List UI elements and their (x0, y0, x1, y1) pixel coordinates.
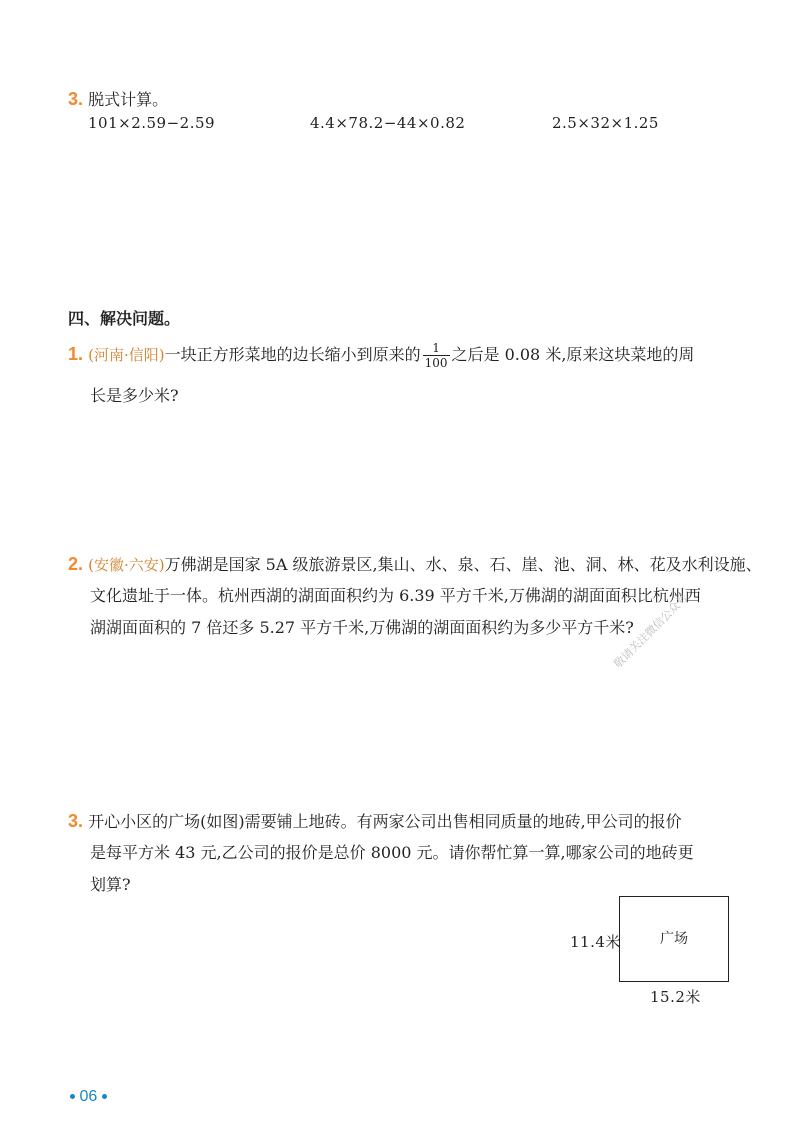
q1-region-tag: (河南·信阳) (88, 346, 165, 364)
page-dot-right (102, 1094, 107, 1099)
calc-problem-3: 2.5×32×1.25 (552, 114, 659, 132)
q3-line2: 是每平方米 43 元,乙公司的报价是总价 8000 元。请你帮忙算一算,哪家公司的地砖更 (90, 843, 694, 862)
q1-number: 1. (68, 344, 84, 364)
q1-fraction (423, 341, 450, 370)
plaza-width-label: 15.2米 (650, 988, 701, 1006)
q2-number: 2. (68, 554, 84, 574)
plaza-label: 广场 (660, 931, 688, 947)
calc-problem-1: 101×2.59−2.59 (88, 114, 216, 132)
page-number (70, 1088, 107, 1106)
q2-line1-text: 万佛湖是国家 5A 级旅游景区,集山、水、泉、石、崖、池、洞、林、花及水利设施、 (164, 555, 762, 574)
q3-line1-text: 开心小区的广场(如图)需要铺上地砖。有两家公司出售相同质量的地砖,甲公司的报价 (88, 812, 682, 831)
section3-number: 3. (68, 89, 84, 109)
q2-line3: 湖湖面面积的 7 倍还多 5.27 平方千米,万佛湖的湖面面积约为多少平方千米? (90, 618, 634, 637)
page-number-text: 06 (79, 1088, 98, 1105)
q1-fraction-numerator: 1 (423, 341, 450, 356)
q2-line2: 文化遗址于一体。杭州西湖的湖面面积约为 6.39 平方千米,万佛湖的湖面面积比杭州西 (90, 586, 701, 605)
q1-fraction-denominator: 100 (424, 356, 448, 370)
q1-text-after: 之后是 0.08 米,原来这块菜地的周 (451, 345, 695, 364)
page-dot-left (70, 1094, 75, 1099)
q1-text-before: 一块正方形菜地的边长缩小到原来的 (164, 345, 421, 364)
section4-heading: 四、解决问题。 (68, 309, 181, 328)
q3-number: 3. (68, 811, 84, 831)
q3-line3: 划算? (90, 875, 131, 894)
q1-line2: 长是多少米? (90, 386, 179, 405)
calc-problem-2: 4.4×78.2−44×0.82 (310, 114, 466, 132)
q2-region-tag: (安徽·六安) (88, 556, 165, 574)
watermark: 敬请关注微信公众号 (611, 591, 691, 671)
q1-line1 (68, 336, 748, 373)
plaza-height-label: 11.4米 (570, 933, 621, 951)
section3-header (68, 82, 168, 118)
section3-title: 脱式计算。 (88, 90, 169, 109)
